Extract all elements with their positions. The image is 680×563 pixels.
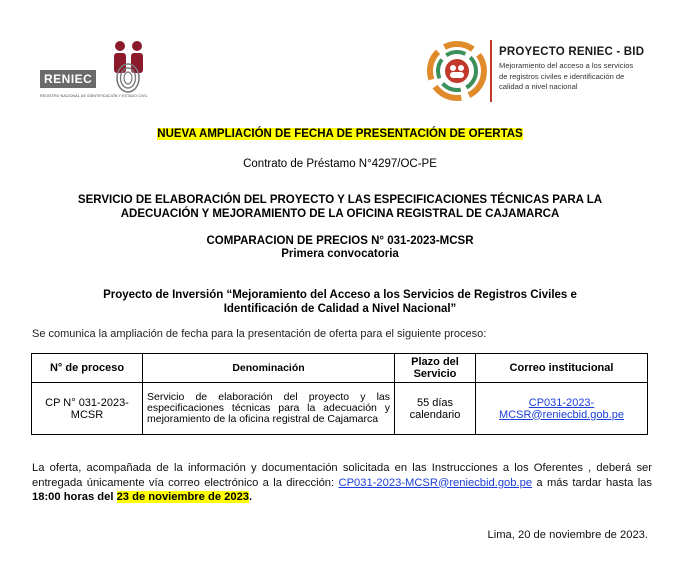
cell-denomination: Servicio de elaboración del proyecto y las especificaciones técnicas para la adecuación y mejoramiento de la oficina registral de Cajamarca [143, 383, 395, 435]
reniec-wordmark: RENIEC [40, 70, 96, 88]
contract-number: Contrato de Préstamo N°4297/OC-PE [243, 158, 437, 170]
header-term-line: Plazo del [411, 356, 459, 368]
submission-paragraph [32, 461, 652, 505]
term-line: 55 días [416, 396, 454, 409]
header-email: Correo institucional [476, 354, 648, 383]
signoff-date: Lima, 20 de noviembre de 2023. [487, 529, 648, 541]
reniec-subtitle: REGISTRO NACIONAL DE IDENTIFICACIÓN Y ESTADO CIVIL [40, 94, 148, 98]
service-title-line: ADECUACIÓN Y MEJORAMIENTO DE LA OFICINA REGISTRAL DE CAJAMARCA [120, 208, 560, 220]
header-term [395, 354, 476, 383]
intro-text: Se comunica la ampliación de fecha para la presentación de oferta para el siguiente proceso: [32, 328, 487, 340]
header-term-line: Servicio [413, 368, 457, 380]
investment-project [20, 288, 660, 316]
project-desc-line: Mejoramiento del acceso a los servicios [499, 61, 634, 70]
project-title: PROYECTO RENIEC - BID [499, 46, 645, 58]
submission-email-link[interactable]: CP031-2023-MCSR@reniecbid.gob.pe [338, 476, 533, 489]
project-line: Proyecto de Inversión “Mejoramiento del Acceso a los Servicios de Registros Civiles e [103, 289, 577, 301]
project-description [499, 61, 659, 93]
deadline-time: 18:00 horas del [32, 491, 114, 503]
bid-circle-icon [426, 40, 488, 102]
comparison-title [20, 235, 660, 261]
project-desc-line: calidad a nivel nacional [499, 82, 578, 91]
call-number: Primera convocatoria [281, 248, 399, 260]
cell-process-number [32, 383, 143, 435]
table-row [32, 383, 648, 435]
process-table [31, 353, 648, 435]
header-denomination: Denominación [143, 354, 395, 383]
paragraph-period: . [249, 491, 253, 503]
paragraph-text: a más tardar hasta las [532, 476, 653, 489]
service-title-line: SERVICIO DE ELABORACIÓN DEL PROYECTO Y LAS ESPECIFICACIONES TÉCNICAS PARA LA [77, 194, 603, 206]
cell-email [476, 383, 648, 435]
paragraph-text: La oferta, acompañada de la información y documentación solicitada en las Instrucciones a los Oferentes , deberá ser entregada únicamente vía correo electrónico a la dirección: [32, 462, 652, 489]
header-process-number: N° de proceso [32, 354, 143, 383]
cell-term [395, 383, 476, 435]
project-desc-line: de registros civiles e identificación de [499, 71, 625, 81]
term-line: calendario [409, 408, 461, 421]
deadline-date: 23 de noviembre de 2023 [116, 491, 250, 503]
process-number-line: CP N° 031-2023- [45, 396, 129, 409]
notice-headline [20, 128, 660, 140]
process-number-line: MCSR [70, 408, 104, 421]
email-link-line[interactable]: MCSR@reniecbid.gob.pe [499, 408, 624, 421]
headline-text: NUEVA AMPLIACIÓN DE FECHA DE PRESENTACIÓN DE OFERTAS [157, 128, 523, 140]
comparison-number: COMPARACION DE PRECIOS N° 031-2023-MCSR [206, 235, 474, 247]
email-link[interactable] [499, 397, 624, 421]
bid-divider [490, 40, 492, 102]
bid-logo [426, 40, 488, 102]
project-line: Identificación de Calidad a Nivel Nacional” [223, 303, 457, 315]
service-title [20, 193, 660, 221]
table-header-row [32, 354, 648, 383]
email-link-line[interactable]: CP031-2023- [528, 396, 595, 409]
